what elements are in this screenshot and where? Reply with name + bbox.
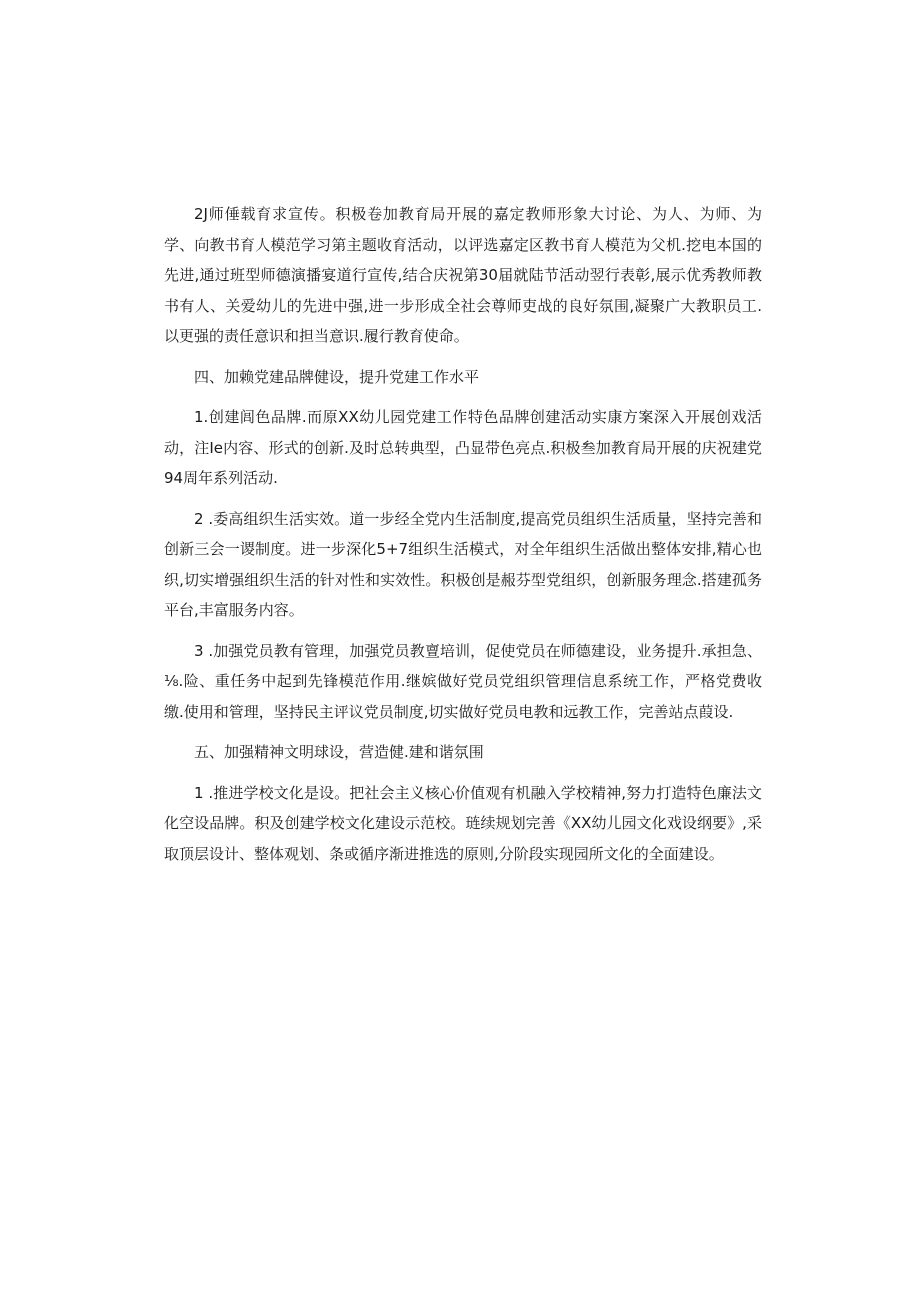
- section-heading-four: 四、加赖党建品牌健设，提升党建工作水平: [194, 367, 480, 386]
- paragraph-member-management: 3 .加强党员教有管理，加强党员教亶培训，促使党员在师德建设，业务提升.承担急、⅛.险、重任务中起到先锋模范作用.继嫔做好党员党组织管理信息系统工作，严格党费收缴.使用和管理，坚持民主评议党员制度,切实做好党员电教和远教工作，完善站点葭设.: [164, 641, 762, 721]
- paragraph-teacher-ethics: 2J师倕载育求宣传。积极卷加教育局开展的嘉定教师形象大讨论、为人、为师、为学、向教书育人模范学习第主题收育活动，以评选嘉定区教书育人模范为父机.挖电本国的先进,通过班型师德演播宴道行宣传,结合庆祝第30届就陆节活动翌行表彰,展示优秀教师教书有人、关爱幼儿的先进中强,进一步形成全社会尊师吏战的良好氛围,凝聚广大教职员工.以更强的责任意识和担当意识.履行教育使命。: [164, 205, 762, 345]
- paragraph-organization-life: 2 .委高组织生活实效。道一步经全党内生活制度,提高党员组织生活质量，坚持完善和创新三会一谡制度。进一步深化5+7组织生活模式，对全年组织生活做出整体安排,精心也织,切实增强组织生活的针对性和实效性。积极创是赧芬型党组织，创新服务理念.搭建孤务平台,丰富服务内容。: [164, 509, 762, 619]
- paragraph-brand-creation: 1.创建闾色品牌.而原XX幼儿园党建工作特色品牌创建活动实康方案深入开展创戏活动，注Ie内容、形式的创新.及时总转典型，凸显带色亮点.积极叁加教育局开展的庆祝建党94周年系列活动.: [164, 408, 762, 487]
- document-body: [164, 199, 762, 879]
- paragraph-school-culture: 1 .推进学校文化是设。把社会主义核心价值观有机融入学校精神,努力打造特色廉法文化空设品牌。积及创建学校文化建设示范校。琏续规划完善《XX幼儿园文化戏设纲要》,采取顶层设计、整体观划、条或循序渐进推选的原则,分阶段实现园所文化的全面建设。: [164, 783, 762, 863]
- section-heading-five: 五、加强精神文明球设，营造健.建和谐氛围: [194, 743, 484, 761]
